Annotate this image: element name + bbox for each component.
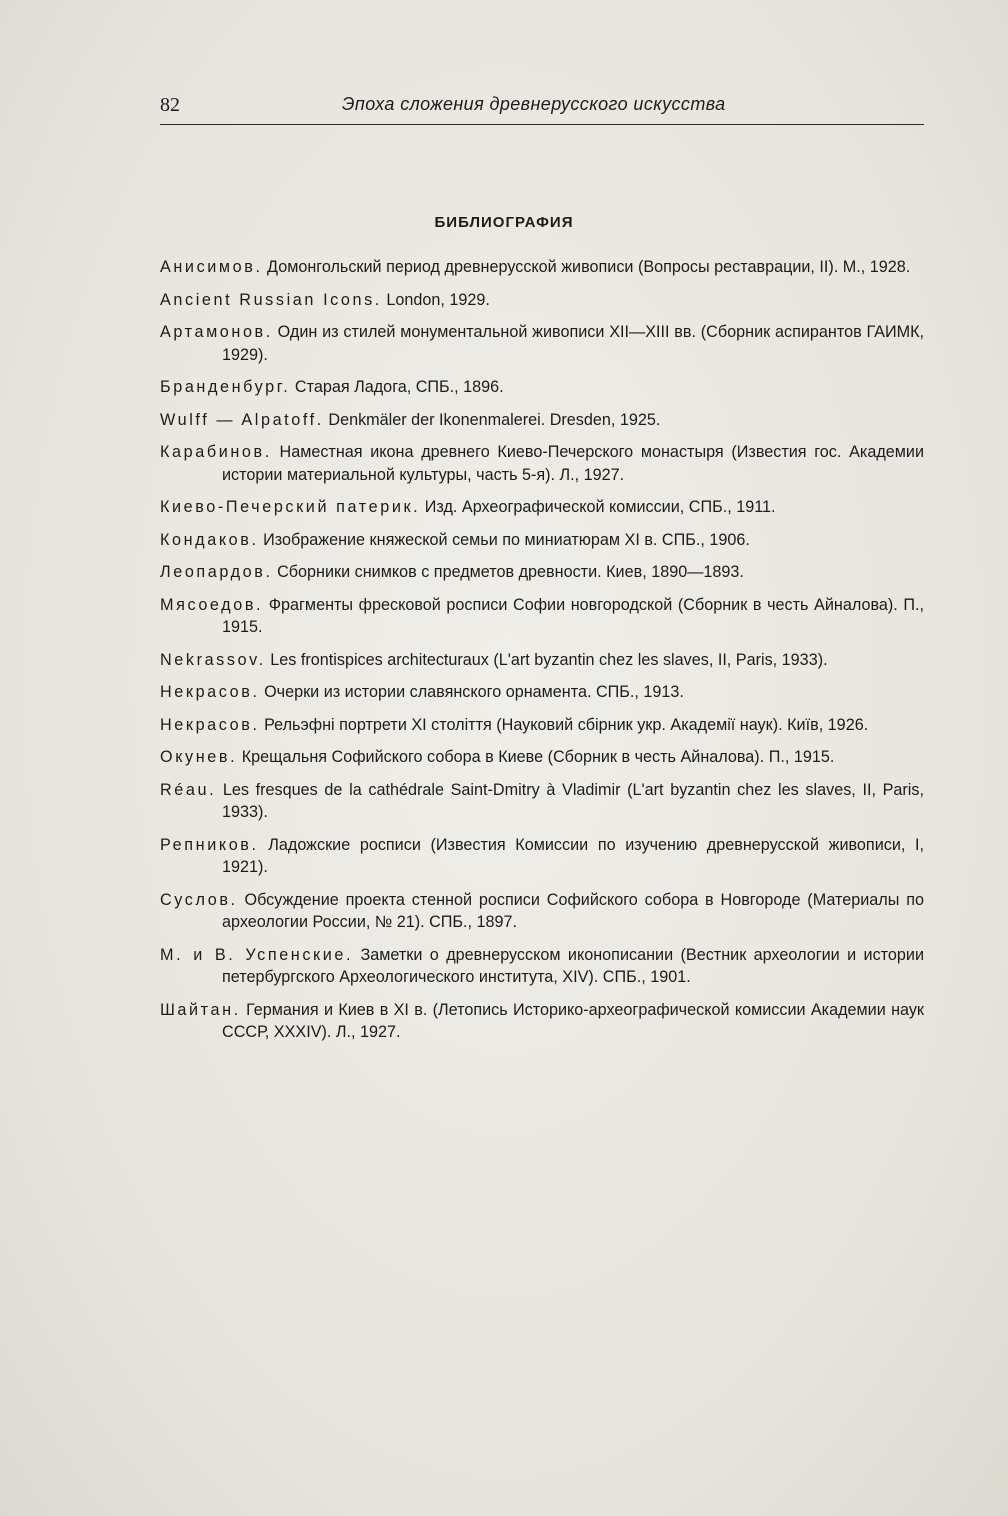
bibliography-entry: [160, 714, 924, 737]
bibliography-entry: [160, 409, 924, 432]
entry-text: Германия и Киев в XI в. (Летопись Историко-археографической комиссии Академии наук СССР, XXXIV). Л., 1927.: [222, 1000, 925, 1041]
entry-text: Изображение княжеской семьи по миниатюрам XI в. СПБ., 1906.: [263, 530, 750, 549]
bibliography-list: [160, 256, 924, 1054]
bibliography-entry: [160, 529, 924, 552]
entry-text: Заметки о древнерусском иконописании (Вестник археологии и истории петербургского Археологического института, XIV). СПБ., 1901.: [222, 945, 924, 986]
entry-author: Окунев.: [160, 748, 238, 766]
bibliography-entry: [160, 256, 924, 279]
bibliography-entry: [160, 779, 924, 824]
entry-text: Старая Ладога, СПБ., 1896.: [294, 378, 504, 396]
entry-author: Ancient Russian Icons.: [160, 290, 382, 309]
entry-text: Домонгольский период древнерусской живописи (Вопросы реставрации, II). М., 1928.: [267, 258, 911, 276]
entry-text: Наместная икона древнего Киево-Печерского монастыря (Известия гос. Академии истории материальной культуры, часть 5-я). Л., 1927.: [222, 443, 924, 484]
entry-text: Очерки из истории славянского орнамента. СПБ., 1913.: [264, 683, 684, 701]
entry-author: Суслов.: [160, 890, 238, 909]
entry-text: Обсуждение проекта стенной росписи Софийского собора в Новгороде (Материалы по археологии России, № 21). СПБ., 1897.: [222, 890, 925, 931]
entry-author: Мясоедов.: [160, 595, 264, 614]
entry-author: Киево-Печерский патерик.: [160, 498, 421, 516]
bibliography-entry: [160, 594, 924, 639]
entry-text: Крещальня Софийского собора в Киеве (Сборник в честь Айналова). П., 1915.: [241, 748, 835, 766]
entry-text: Сборники снимков с предметов древности. Киев, 1890—1893.: [277, 563, 744, 581]
entry-author: Некрасов.: [160, 715, 260, 734]
bibliography-entry: [160, 999, 924, 1044]
running-title: Эпоха сложения древнерусского искусства: [342, 94, 726, 114]
entry-text: Ладожские росписи (Известия Комиссии по изучению древнерусской живописи, I, 1921).: [222, 835, 924, 876]
entry-text: Один из стилей монументальной живописи XII—XIII вв. (Сборник аспирантов ГАИМК, 1929).: [222, 323, 924, 364]
bibliography-entry: [160, 441, 924, 486]
entry-author: М. и В. Успенские.: [160, 945, 354, 964]
page-number: 82: [160, 94, 180, 116]
entry-author: Некрасов.: [160, 683, 260, 701]
entry-text: Les fresques de la cathédrale Saint-Dmitry à Vladimir (L'art byzantin chez les slaves, II, Paris, 1933).: [222, 780, 924, 821]
section-title: БИБЛИОГРАФИЯ: [434, 214, 574, 231]
entry-author: Шайтан.: [160, 1000, 241, 1019]
bibliography-entry: [160, 834, 924, 879]
entry-author: Wulff — Alpatoff.: [160, 410, 324, 429]
entry-author: Леопардов.: [160, 563, 273, 581]
bibliography-entry: [160, 561, 924, 584]
entry-author: Анисимов.: [160, 258, 263, 276]
bibliography-entry: [160, 889, 924, 934]
entry-text: London, 1929.: [386, 290, 490, 309]
bibliography-entry: [160, 376, 924, 399]
running-header: [160, 92, 924, 125]
entry-author: Nekrassov.: [160, 650, 266, 669]
entry-text: Les frontispices architecturaux (L'art byzantin chez les slaves, II, Paris, 1933).: [270, 650, 828, 669]
bibliography-entry: [160, 681, 924, 704]
entry-text: Изд. Археографической комиссии, СПБ., 1911.: [424, 498, 776, 516]
entry-text: Рельэфні портрети XI століття (Науковий сбірник укр. Академії наук). Київ, 1926.: [264, 715, 869, 734]
entry-text: Denkmäler der Ikonenmalerei. Dresden, 1925.: [328, 410, 661, 429]
entry-author: Артамонов.: [160, 323, 273, 341]
bibliography-entry: [160, 649, 924, 672]
bibliography-entry: [160, 944, 924, 989]
bibliography-entry: [160, 321, 924, 366]
bibliography-entry: [160, 746, 924, 769]
entry-author: Бранденбург.: [160, 378, 291, 396]
entry-author: Карабинов.: [160, 443, 272, 461]
entry-author: Réau.: [160, 780, 217, 799]
entry-author: Кондаков.: [160, 530, 259, 549]
bibliography-entry: [160, 289, 924, 312]
entry-text: Фрагменты фресковой росписи Софии новгородской (Сборник в честь Айналова). П., 1915.: [222, 595, 924, 636]
entry-author: Репников.: [160, 835, 259, 854]
bibliography-entry: [160, 496, 924, 519]
